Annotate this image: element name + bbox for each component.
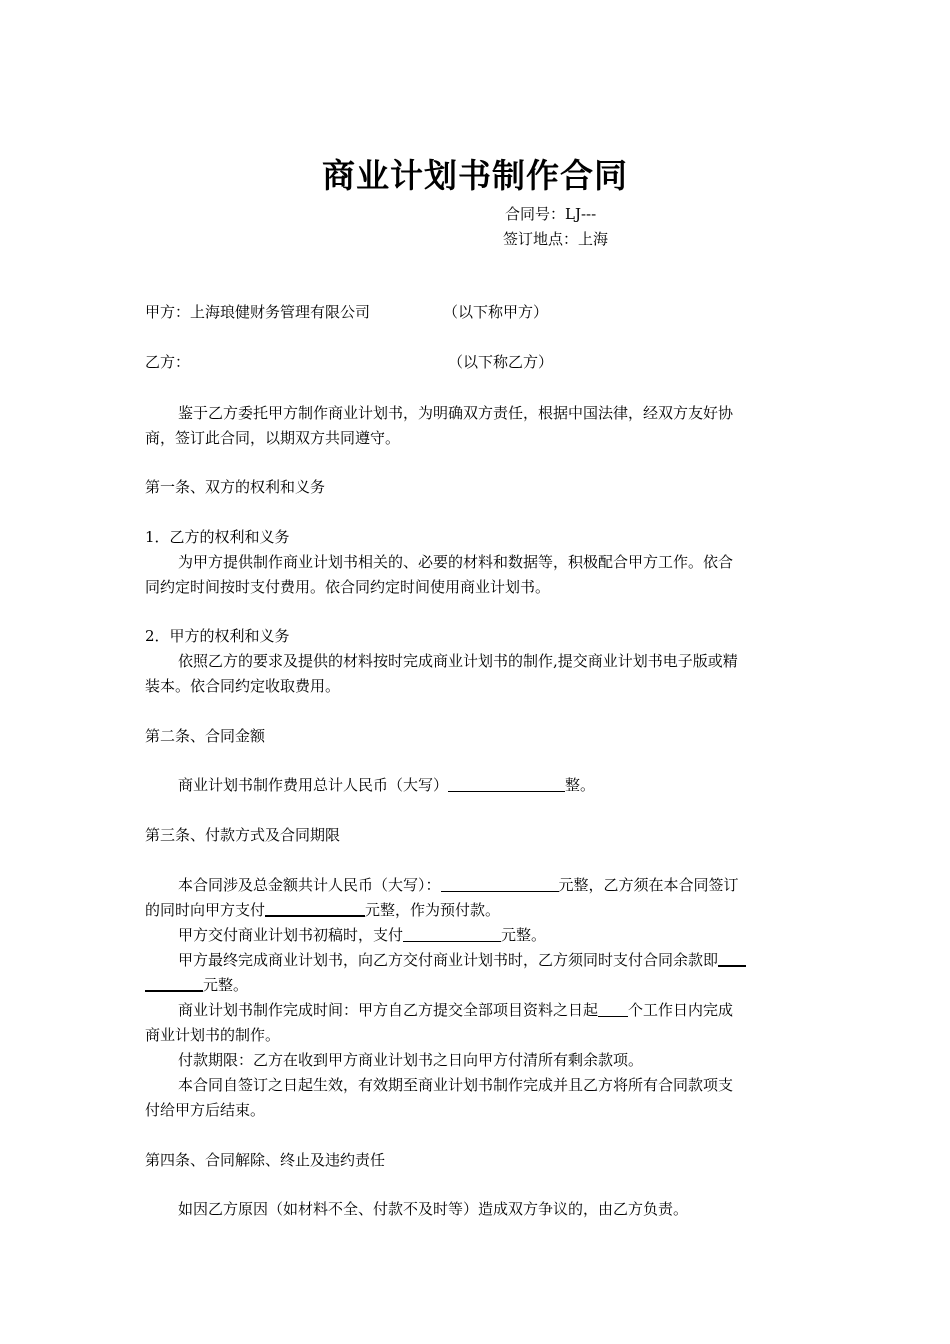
article-2-heading: 第二条、合同金额 <box>145 727 266 745</box>
article-3-heading: 第三条、付款方式及合同期限 <box>145 826 341 844</box>
clause-1-1-line-2: 同约定时间按时支付费用。依合同约定时间使用商业计划书。 <box>145 578 551 596</box>
workdays-blank[interactable] <box>598 1002 628 1017</box>
total-amount-blank[interactable] <box>441 877 559 892</box>
validity-line-2: 付给甲方后结束。 <box>145 1101 266 1119</box>
amount-blank[interactable] <box>448 777 565 792</box>
payment-line-5: 元整。 <box>145 975 248 995</box>
balance-blank-a[interactable] <box>718 951 746 967</box>
payment-line-1: 本合同涉及总金额共计人民币（大写）： 元整，乙方须在本合同签订 <box>178 876 739 894</box>
party-a: 甲方：上海琅健财务管理有限公司 <box>145 303 371 321</box>
draft-payment-blank[interactable] <box>403 927 501 942</box>
party-b-note: （以下称乙方） <box>448 353 554 371</box>
document-title: 商业计划书制作合同 <box>322 156 628 195</box>
clause-1-2-line-1: 依照乙方的要求及提供的材料按时完成商业计划书的制作,提交商业计划书电子版或精 <box>178 652 738 670</box>
clause-1-1-heading: 1．乙方的权利和义务 <box>145 528 290 546</box>
article-4-heading: 第四条、合同解除、终止及违约责任 <box>145 1151 386 1169</box>
contract-number: 合同号：LJ--- <box>505 205 597 223</box>
clause-1-2-heading: 2．甲方的权利和义务 <box>145 627 290 645</box>
preamble-line-1: 鉴于乙方委托甲方制作商业计划书，为明确双方责任，根据中国法律，经双方友好协 <box>178 404 734 422</box>
clause-1-1-line-1: 为甲方提供制作商业计划书相关的、必要的材料和数据等，积极配合甲方工作。依合 <box>178 553 734 571</box>
party-b: 乙方： <box>145 353 191 371</box>
article-1-heading: 第一条、双方的权利和义务 <box>145 478 326 496</box>
clause-1-2-line-2: 装本。依合同约定收取费用。 <box>145 677 341 695</box>
sign-place: 签订地点：上海 <box>503 230 609 248</box>
prepayment-blank[interactable] <box>265 901 365 917</box>
preamble-line-2: 商，签订此合同，以期双方共同遵守。 <box>145 429 401 447</box>
party-a-note: （以下称甲方） <box>443 303 549 321</box>
validity-line-1: 本合同自签订之日起生效，有效期至商业计划书制作完成并且乙方将所有合同款项支 <box>178 1076 734 1094</box>
payment-line-2: 的同时向甲方支付 元整，作为预付款。 <box>145 901 501 919</box>
article-2-text: 商业计划书制作费用总计人民币（大写） 整。 <box>178 776 596 794</box>
payment-deadline: 付款期限：乙方在收到甲方商业计划书之日向甲方付清所有剩余款项。 <box>178 1051 644 1069</box>
completion-line-1: 商业计划书制作完成时间：甲方自乙方提交全部项目资料之日起 个工作日内完成 <box>178 1001 734 1019</box>
completion-line-2: 商业计划书的制作。 <box>145 1026 281 1044</box>
balance-blank-b[interactable] <box>145 976 203 992</box>
payment-line-3: 甲方交付商业计划书初稿时，支付 元整。 <box>178 926 547 944</box>
article-4-text: 如因乙方原因（如材料不全、付款不及时等）造成双方争议的，由乙方负责。 <box>178 1200 689 1218</box>
payment-line-4: 甲方最终完成商业计划书，向乙方交付商业计划书时，乙方须同时支付合同余款即 <box>178 950 746 970</box>
